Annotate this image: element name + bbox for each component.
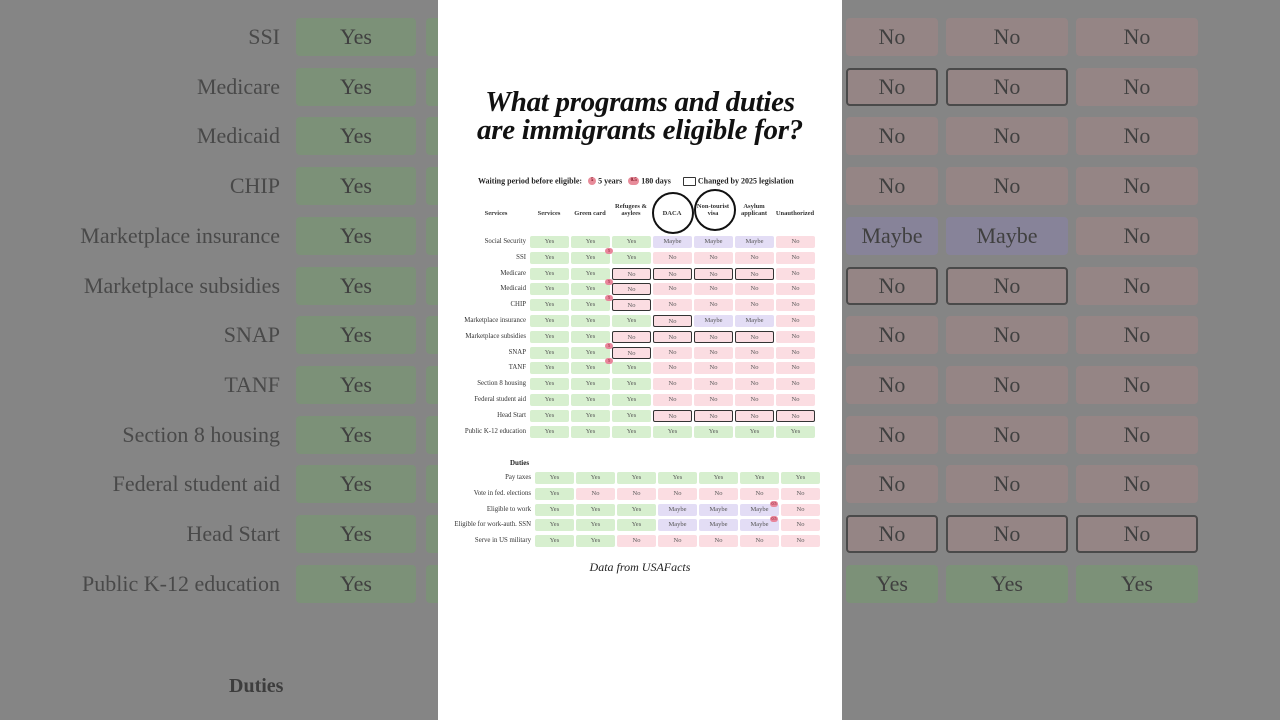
table-cell: No [735, 410, 774, 422]
table-cell: Yes [617, 519, 656, 531]
table-cell: Yes [571, 252, 610, 264]
table-cell: Yes [571, 268, 610, 280]
table-cell: No [653, 347, 692, 359]
table-cell: Maybe [699, 504, 738, 516]
background-cell: No [946, 416, 1068, 454]
table-cell: No [781, 519, 820, 531]
background-cell: Yes [296, 465, 416, 503]
duty-label-vote-in-fed-elections: Vote in fed. elections [473, 489, 531, 497]
table-cell: No [781, 535, 820, 547]
background-cell: Yes [296, 515, 416, 553]
row-label-medicare: Medicare [500, 269, 526, 277]
table-cell: No [694, 347, 733, 359]
background-row-label: SNAP [223, 322, 280, 348]
table-cell: Maybe [694, 236, 733, 248]
table-cell: No [694, 378, 733, 390]
legend [478, 176, 818, 186]
column-header-daca: DACA [662, 210, 682, 217]
table-cell: Yes [735, 426, 774, 438]
background-cell: Maybe [846, 217, 938, 255]
table-cell: No [694, 331, 733, 343]
background-cell: No [1076, 515, 1198, 553]
table-cell: Yes [612, 362, 651, 374]
table-cell: No [694, 283, 733, 295]
column-header-asylum-applicant: Asylum applicant [740, 203, 767, 217]
table-cell: No [699, 535, 738, 547]
table-cell: Yes [612, 394, 651, 406]
background-cell: No [946, 366, 1068, 404]
table-cell: Maybe [740, 504, 779, 516]
table-cell: No [781, 504, 820, 516]
background-cell: No [846, 167, 938, 205]
waiting-period-badge: 5 [605, 295, 613, 301]
table-cell: Yes [653, 426, 692, 438]
table-cell: No [776, 283, 815, 295]
duty-label-serve-in-us-military: Serve in US military [474, 537, 531, 545]
table-cell: No [694, 394, 733, 406]
table-cell: No [653, 252, 692, 264]
row-label-section-8-housing: Section 8 housing [477, 380, 526, 388]
background-cell: No [946, 117, 1068, 155]
table-cell: Yes [535, 535, 574, 547]
table-cell: No [776, 252, 815, 264]
row-label-chip: CHIP [510, 301, 526, 309]
table-cell: No [735, 283, 774, 295]
background-row-label: Section 8 housing [122, 421, 280, 447]
table-cell: No [612, 331, 651, 343]
background-cell: Yes [296, 366, 416, 404]
table-cell: Yes [571, 236, 610, 248]
table-cell: No [653, 362, 692, 374]
background-row-label: Marketplace insurance [80, 222, 280, 248]
background-cell: No [946, 18, 1068, 56]
waiting-period-badge: 5 [605, 248, 613, 254]
background-cell: No [846, 68, 938, 106]
row-label-public-k-12-education: Public K-12 education [464, 427, 526, 435]
table-cell: Yes [617, 504, 656, 516]
background-cell: No [946, 515, 1068, 553]
duty-label-pay-taxes: Pay taxes [505, 474, 531, 481]
background-cell: Yes [846, 565, 938, 603]
table-cell: No [740, 535, 779, 547]
table-cell: Yes [781, 472, 820, 484]
background-cell: Yes [296, 316, 416, 354]
title-line-2: are immigrants eligible for? [477, 114, 803, 146]
legend-180-days: 180 days [641, 176, 671, 186]
background-cell: No [846, 416, 938, 454]
background-cell: No [1076, 316, 1198, 354]
table-cell: Yes [612, 315, 651, 327]
table-cell: Yes [612, 252, 651, 264]
changed-box-icon [683, 177, 696, 186]
table-cell: No [612, 268, 651, 280]
background-cell: No [1076, 416, 1198, 454]
column-header-green-card: Green card [574, 210, 606, 217]
table-cell: No [776, 236, 815, 248]
table-cell: No [653, 410, 692, 422]
table-cell: Yes [530, 362, 569, 374]
table-cell: Yes [530, 283, 569, 295]
table-cell: Yes [576, 472, 615, 484]
table-cell: No [653, 331, 692, 343]
table-cell: Yes [694, 426, 733, 438]
table-cell: No [694, 362, 733, 374]
background-row-label: CHIP [229, 173, 280, 199]
table-cell: Yes [571, 410, 610, 422]
background-row-label: Federal student aid [112, 471, 280, 497]
table-cell: Yes [576, 504, 615, 516]
table-cell: No [658, 535, 697, 547]
table-cell: No [735, 331, 774, 343]
row-label-marketplace-insurance: Marketplace insurance [464, 317, 526, 324]
column-header-refugees-asylees: Refugees & asylees [615, 203, 647, 217]
background-cell: No [846, 267, 938, 305]
table-cell: Yes [571, 378, 610, 390]
row-label-snap: SNAP [508, 348, 526, 356]
table-cell: Yes [612, 426, 651, 438]
table-cell: No [612, 347, 651, 359]
table-cell: No [653, 268, 692, 280]
table-cell: Yes [530, 394, 569, 406]
background-row-label: Medicaid [196, 123, 280, 149]
waiting-period-badge: 5 [605, 343, 613, 349]
duty-label-eligible-to-work: Eligible to work [486, 505, 531, 513]
table-cell: No [694, 410, 733, 422]
table-cell: Yes [699, 472, 738, 484]
table-cell: Yes [576, 519, 615, 531]
table-cell: Yes [776, 426, 815, 438]
source-credit: Data from USAFacts [589, 560, 691, 574]
table-cell: Yes [535, 488, 574, 500]
background-cell: No [1076, 167, 1198, 205]
background-row-label: Marketplace subsidies [83, 272, 280, 298]
background-cell: No [846, 465, 938, 503]
table-cell: Yes [612, 378, 651, 390]
background-row-label: Medicare [196, 73, 280, 99]
table-cell: No [735, 299, 774, 311]
background-cell: Yes [296, 267, 416, 305]
table-cell: Maybe [653, 236, 692, 248]
table-cell: No [776, 362, 815, 374]
visa-circle-mark [694, 189, 736, 231]
column-header-unauthorized: Unauthorized [775, 210, 815, 217]
table-cell: No [658, 488, 697, 500]
legend-changed: Changed by 2025 legislation [697, 176, 794, 186]
background-cell: Yes [296, 217, 416, 255]
table-cell: No [653, 378, 692, 390]
table-cell: Maybe [658, 519, 697, 531]
table-cell: Yes [571, 299, 610, 311]
table-cell: Yes [530, 347, 569, 359]
table-cell: No [694, 252, 733, 264]
legend-label: Waiting period before eligible: [478, 176, 583, 186]
table-cell: No [612, 283, 651, 295]
half-year-badge-icon: 0.5 [628, 177, 639, 185]
background-cell: Yes [296, 68, 416, 106]
column-header-non-tourist-visa: Non-tourist visa [696, 203, 730, 217]
table-cell: No [612, 299, 651, 311]
background-cell: Maybe [946, 217, 1068, 255]
table-cell: Yes [571, 283, 610, 295]
background-cell: No [1076, 217, 1198, 255]
table-cell: Yes [530, 426, 569, 438]
waiting-period-badge: 5 [605, 358, 613, 364]
background-cell: No [946, 465, 1068, 503]
title-line-1: What programs and duties [485, 86, 795, 118]
table-cell: No [694, 268, 733, 280]
row-label-federal-student-aid: Federal student aid [474, 396, 526, 403]
waiting-period-badge: 0.5 [771, 500, 777, 506]
background-row-label: TANF [224, 371, 280, 397]
background-cell: No [946, 167, 1068, 205]
background-cell: No [1076, 465, 1198, 503]
table-cell: Yes [530, 268, 569, 280]
table-cell: Yes [530, 299, 569, 311]
background-cell: Yes [296, 416, 416, 454]
table-cell: Yes [530, 410, 569, 422]
table-cell: No [776, 394, 815, 406]
background-cell: Yes [296, 18, 416, 56]
table-cell: No [735, 347, 774, 359]
table-cell: No [735, 362, 774, 374]
table-cell: Yes [535, 519, 574, 531]
background-cell: No [1076, 68, 1198, 106]
background-cell: No [846, 18, 938, 56]
table-cell: No [776, 410, 815, 422]
table-cell: No [576, 488, 615, 500]
background-cell: No [846, 515, 938, 553]
table-cell: No [776, 299, 815, 311]
row-label-medicaid: Medicaid [500, 285, 526, 293]
table-cell: No [735, 378, 774, 390]
table-cell: Yes [658, 472, 697, 484]
table-cell: No [776, 331, 815, 343]
background-cell: Yes [1076, 565, 1198, 603]
background-cell: No [846, 117, 938, 155]
table-cell: No [653, 394, 692, 406]
table-cell: Maybe [699, 519, 738, 531]
background-cell: No [1076, 18, 1198, 56]
table-cell: Yes [576, 535, 615, 547]
table-cell: Yes [530, 315, 569, 327]
table-cell: No [653, 283, 692, 295]
row-label-marketplace-subsidies: Marketplace subsidies [465, 332, 526, 340]
table-cell: Maybe [740, 519, 779, 531]
background-cell: No [1076, 366, 1198, 404]
row-label-tanf: TANF [508, 364, 526, 372]
table-cell: No [653, 299, 692, 311]
table-cell: Yes [530, 252, 569, 264]
table-cell: Maybe [735, 236, 774, 248]
background-duties-heading: Duties [229, 675, 284, 697]
table-cell: Yes [571, 426, 610, 438]
table-cell: Yes [530, 236, 569, 248]
duties-heading: Duties [510, 459, 530, 467]
table-cell: Yes [612, 236, 651, 248]
table-cell: No [781, 488, 820, 500]
waiting-period-badge: 5 [605, 279, 613, 285]
table-cell: Yes [571, 347, 610, 359]
duty-label-eligible-for-work-auth-ssn: Eligible for work-auth. SSN [454, 521, 531, 529]
table-cell: No [740, 488, 779, 500]
table-cell: No [776, 378, 815, 390]
table-cell: No [617, 488, 656, 500]
table-cell: No [735, 268, 774, 280]
table-cell: Yes [612, 410, 651, 422]
table-cell: Yes [530, 378, 569, 390]
table-cell: No [735, 394, 774, 406]
row-label-social-security: Social Security [484, 238, 526, 245]
table-cell: No [776, 315, 815, 327]
background-cell: No [946, 68, 1068, 106]
table-cell: Yes [571, 331, 610, 343]
column-header-services: Services [537, 210, 561, 217]
infographic-panel [438, 0, 842, 720]
table-cell: Yes [571, 315, 610, 327]
table-cell: No [694, 299, 733, 311]
background-cell: Yes [296, 117, 416, 155]
background-cell: No [946, 267, 1068, 305]
background-cell: No [846, 316, 938, 354]
table-cell: Maybe [735, 315, 774, 327]
row-header-services: Services [484, 210, 508, 217]
table-cell: No [735, 252, 774, 264]
table-cell: No [699, 488, 738, 500]
page-title [438, 88, 842, 144]
table-cell: No [776, 268, 815, 280]
background-cell: No [1076, 117, 1198, 155]
waiting-period-badge: 0.5 [771, 516, 777, 522]
table-cell: Yes [535, 472, 574, 484]
background-row-label: Public K-12 education [82, 570, 280, 596]
table-cell: Yes [530, 331, 569, 343]
background-row-label: SSI [248, 24, 280, 49]
background-cell: No [1076, 267, 1198, 305]
table-cell: Maybe [658, 504, 697, 516]
background-cell: Yes [296, 565, 416, 603]
table-cell: No [653, 315, 692, 327]
legend-five-years: 5 years [598, 176, 623, 186]
background-cell: No [846, 366, 938, 404]
background-cell: Yes [946, 565, 1068, 603]
background-cell: Yes [296, 167, 416, 205]
row-label-head-start: Head Start [497, 411, 526, 419]
table-cell: Yes [571, 394, 610, 406]
background-cell: No [946, 316, 1068, 354]
table-cell: Yes [571, 362, 610, 374]
five-year-badge-icon: 5 [588, 177, 596, 185]
table-cell: Yes [617, 472, 656, 484]
table-cell: Yes [740, 472, 779, 484]
row-label-ssi: SSI [516, 253, 526, 261]
table-cell: Maybe [694, 315, 733, 327]
table-cell: Yes [535, 504, 574, 516]
table-cell: No [776, 347, 815, 359]
table-cell: No [617, 535, 656, 547]
daca-circle-mark [652, 192, 694, 234]
background-row-label: Head Start [186, 521, 280, 546]
